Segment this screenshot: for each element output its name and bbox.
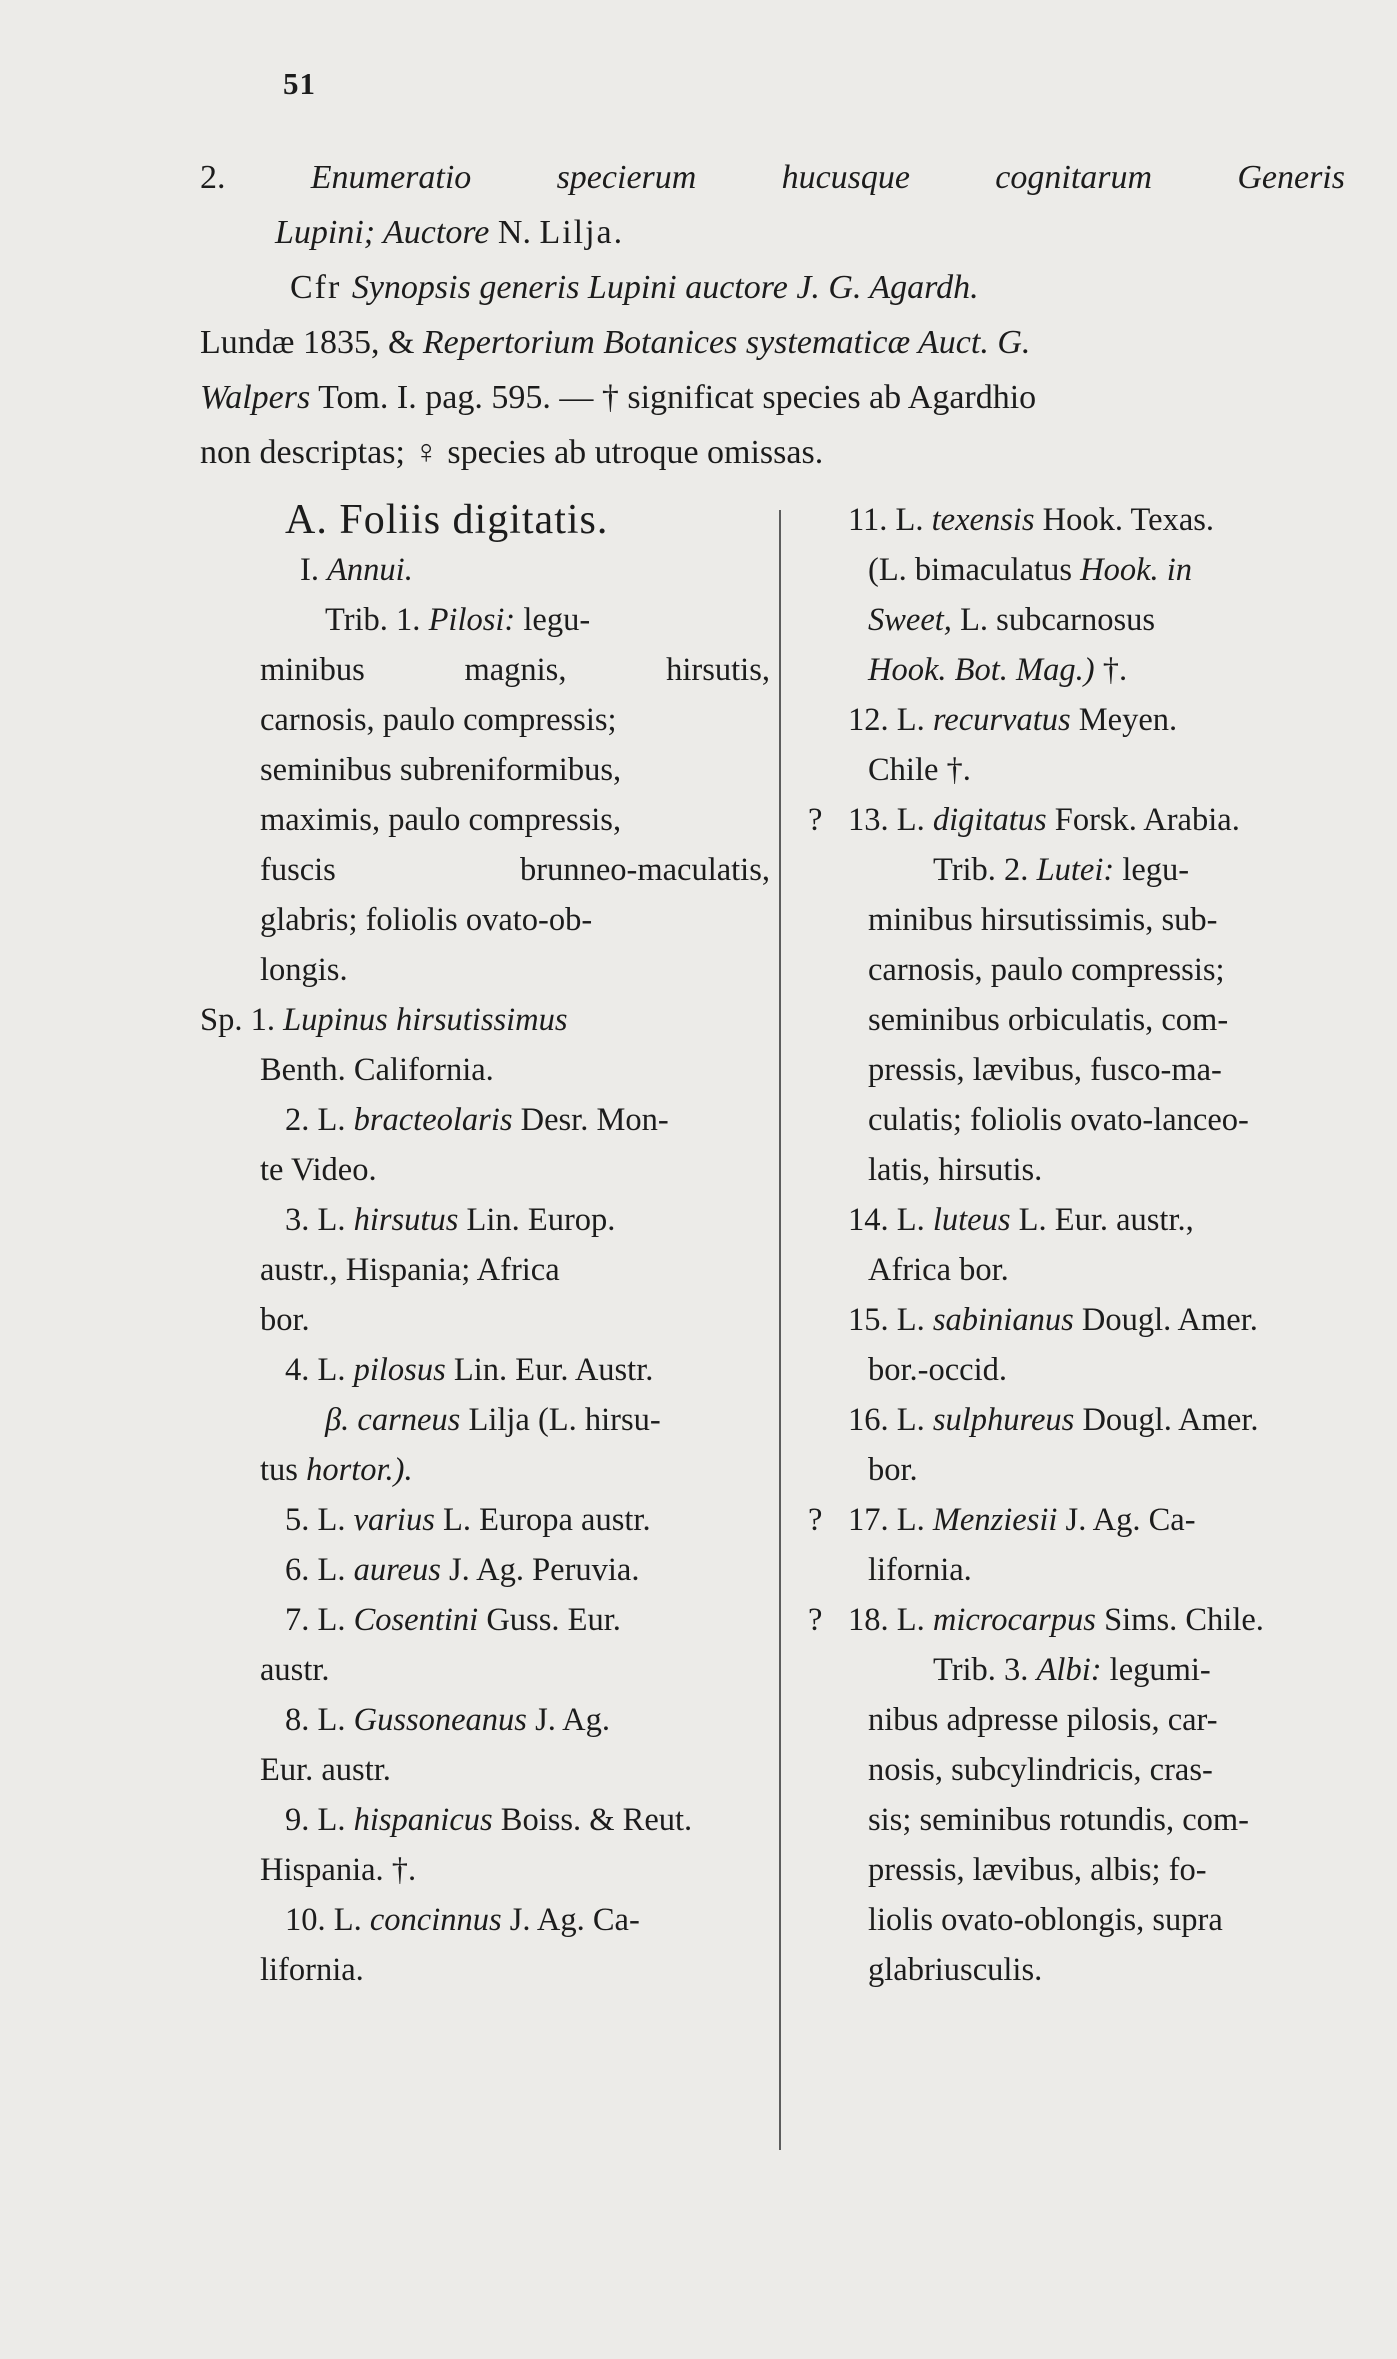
line-text: pressis, lævibus, albis; fo- [868,1852,1207,1888]
query-mark: ? [808,1602,823,1638]
species-name: microcarpus [932,1602,1096,1638]
right-line [808,595,1348,645]
line-text: latis, hirsutis. [868,1152,1043,1188]
entry-prefix: (L. bimaculatus [868,552,1081,588]
species-name: Hook. in [1080,552,1193,588]
line-text: A. Foliis digitatis. [285,497,609,543]
intro-author: Lilja. [539,214,625,252]
intro-repertorium-ref: Repertorium Botanices systematicæ Auct. G. [422,324,1031,362]
right-line [808,1445,1348,1495]
entry-detail: Desr. Mon- [512,1102,669,1138]
entry-prefix: Trib. 1. [325,602,429,638]
entry-detail: Forsk. Arabia. [1046,802,1240,838]
line-text: culatis; foliolis ovato-lanceo- [868,1102,1249,1138]
intro-cfr: Cfr [290,269,352,307]
intro-line-3 [200,260,1345,315]
right-line [808,645,1348,695]
entry-number: I. [300,552,328,588]
right-line [808,495,1348,545]
intro-significat: Tom. I. pag. 595. — † significat species ab Agardhio [310,379,1037,417]
right-line [808,1495,1348,1545]
entry-detail: legu- [515,602,591,638]
entry-detail: †. [1094,652,1128,688]
entry-detail: Dougl. Amer. [1073,1302,1258,1338]
species-name: hispanicus [353,1802,493,1838]
intro-synopsis-ref: Synopsis generis Lupini auctore J. G. Agardh. [351,269,979,307]
entry-prefix: Trib. 2. [933,852,1037,888]
line-text: te Video. [260,1152,377,1188]
line-text: bor.-occid. [868,1352,1007,1388]
entry-detail: Meyen. [1070,702,1178,738]
species-name: Annui. [327,552,413,588]
intro-line-6 [200,425,1345,480]
intro-word: Generis [1237,159,1345,196]
entry-detail: J. Ag. Ca- [1057,1502,1196,1538]
entry-detail: Boiss. & Reut. [492,1802,693,1838]
left-line [200,495,770,545]
intro-word: cognitarum [995,159,1153,196]
intro-walpers: Walpers [200,379,311,417]
line-text: sis; seminibus rotundis, com- [868,1802,1249,1838]
species-name: concinnus [369,1902,502,1938]
intro-item-number: 2. [200,159,226,196]
right-line [808,1945,1348,1995]
line-text: nosis, subcylindricis, cras- [868,1752,1213,1788]
species-name: hirsutus [353,1202,459,1238]
left-line [200,1745,770,1795]
entry-detail: Lin. Eur. Austr. [445,1352,654,1388]
right-line [808,1895,1348,1945]
right-line [808,1295,1348,1345]
right-line [808,1545,1348,1595]
left-line [200,1495,770,1545]
intro-omissas: non descriptas; ♀ species ab utroque omissas. [200,434,824,472]
entry-prefix: 13. L. [848,802,933,838]
right-line [808,1345,1348,1395]
intro-word: specierum [556,159,697,196]
intro-author-initial: N. [489,214,540,252]
line-text: seminibus orbiculatis, com- [868,1002,1229,1038]
entry-prefix: 17. L. [848,1502,933,1538]
right-line [808,1595,1348,1645]
left-line [200,645,770,695]
line-text: austr., Hispania; Africa [260,1252,560,1288]
entry-prefix: 6. L. [285,1552,354,1588]
line-text: bor. [260,1302,310,1338]
query-mark: ? [808,1502,823,1538]
entry-prefix: Trib. 3. [933,1652,1037,1688]
left-column [200,495,770,1995]
species-name: varius [353,1502,435,1538]
left-line [200,1345,770,1395]
entry-prefix: 11. L. [848,502,932,538]
entry-detail: Lilja (L. hirsu- [460,1402,661,1438]
left-line [200,995,770,1045]
intro-paragraph [200,150,1345,480]
left-line [200,1695,770,1745]
line-text: glabriusculis. [868,1952,1043,1988]
entry-detail: J. Ag. Ca- [501,1902,640,1938]
entry-detail: L. Europa austr. [434,1502,651,1538]
entry-prefix: tus [260,1452,307,1488]
intro-word: hucusque [781,159,911,196]
line-word: brunneo-maculatis, [520,852,770,888]
species-name: bracteolaris [353,1102,513,1138]
right-line [808,1195,1348,1245]
intro-line-4 [200,315,1345,370]
right-line [808,695,1348,745]
page-number: 51 [283,66,316,101]
species-name: Lutei: [1036,852,1115,888]
entry-prefix: 5. L. [285,1502,354,1538]
line-text: seminibus subreniformibus, [260,752,622,788]
entry-detail: Guss. Eur. [478,1602,621,1638]
intro-word: Enumeratio [310,159,472,196]
right-line [808,545,1348,595]
left-line [200,845,770,895]
entry-detail: J. Ag. Peruvia. [440,1552,640,1588]
left-line [200,895,770,945]
left-line [200,1845,770,1895]
entry-detail: Hook. Texas. [1034,502,1215,538]
intro-line-2 [200,205,1345,260]
line-text: Chile †. [868,752,971,788]
left-line [200,1045,770,1095]
species-name: aureus [353,1552,441,1588]
species-name: Cosentini [353,1602,479,1638]
species-name: sabinianus [932,1302,1074,1338]
entry-detail: legumi- [1101,1652,1211,1688]
entry-prefix: 10. L. [285,1902,370,1938]
right-line [808,1245,1348,1295]
species-name: Albi: [1036,1652,1102,1688]
line-text: austr. [260,1652,330,1688]
entry-detail: J. Ag. [526,1702,611,1738]
entry-prefix: 18. L. [848,1602,933,1638]
entry-prefix: 7. L. [285,1602,354,1638]
line-text: maximis, paulo compressis, [260,802,622,838]
entry-prefix: 12. L. [848,702,933,738]
left-line [200,1445,770,1495]
left-line [200,1945,770,1995]
entry-prefix: 4. L. [285,1352,354,1388]
line-word: magnis, [464,652,567,688]
right-line [808,1845,1348,1895]
left-line [200,545,770,595]
line-text: longis. [260,952,348,988]
entry-prefix: 15. L. [848,1302,933,1338]
entry-number: Sp. 1. [200,1002,284,1038]
right-line [808,1395,1348,1445]
intro-title-end: Lupini; Auctore [275,214,490,252]
species-name: β. carneus [325,1402,461,1438]
species-name: Menziesii [932,1502,1058,1538]
line-text: nibus adpresse pilosis, car- [868,1702,1218,1738]
entry-detail: Dougl. Amer. [1074,1402,1259,1438]
left-line [200,745,770,795]
left-line [200,1395,770,1445]
species-name: Hook. Bot. Mag.) [868,652,1095,688]
left-line [200,1895,770,1945]
right-column [808,495,1348,1995]
entry-prefix: 3. L. [285,1202,354,1238]
line-text: glabris; foliolis ovato-ob- [260,902,593,938]
line-text: Eur. austr. [260,1752,391,1788]
left-line [200,595,770,645]
species-name: luteus [932,1202,1011,1238]
species-name: Lupinus hirsutissimus [283,1002,568,1038]
right-line [808,845,1348,895]
right-line [808,745,1348,795]
species-name: pilosus [353,1352,446,1388]
entry-prefix: 2. L. [285,1102,354,1138]
left-line [200,695,770,745]
line-text: Benth. California. [260,1052,494,1088]
species-name: texensis [931,502,1035,538]
right-line [808,1045,1348,1095]
entry-prefix: 9. L. [285,1802,354,1838]
entry-detail: L. Eur. austr., [1010,1202,1194,1238]
species-name: recurvatus [932,702,1071,738]
species-name: Gussoneanus [353,1702,527,1738]
line-text: carnosis, paulo compressis; [260,702,617,738]
line-text: lifornia. [260,1952,364,1988]
intro-line-1 [200,150,1345,205]
left-line [200,945,770,995]
line-text: minibus hirsutissimis, sub- [868,902,1218,938]
query-mark: ? [808,802,823,838]
entry-detail: Lin. Europ. [458,1202,616,1238]
line-text: lifornia. [868,1552,972,1588]
line-text: liolis ovato-oblongis, supra [868,1902,1223,1938]
species-name: hortor.). [306,1452,413,1488]
right-line [808,1745,1348,1795]
species-name: sulphureus [932,1402,1075,1438]
right-line [808,995,1348,1045]
left-line [200,795,770,845]
left-line [200,1245,770,1295]
left-line [200,1295,770,1345]
intro-line-5 [200,370,1345,425]
right-line [808,1695,1348,1745]
line-word: fuscis [260,852,336,888]
right-line [808,1145,1348,1195]
line-text: Hispania. †. [260,1852,417,1888]
entry-detail: Sims. Chile. [1095,1602,1264,1638]
column-divider [779,510,781,2150]
entry-prefix: 14. L. [848,1202,933,1238]
left-line [200,1095,770,1145]
left-line [200,1595,770,1645]
left-line [200,1795,770,1845]
intro-lundae: Lundæ 1835, & [200,324,423,362]
line-text: carnosis, paulo compressis; [868,952,1225,988]
right-line [808,795,1348,845]
species-name: Sweet, [868,602,952,638]
species-name: digitatus [932,802,1047,838]
left-line [200,1645,770,1695]
right-line [808,945,1348,995]
entry-prefix: 8. L. [285,1702,354,1738]
species-name: Pilosi: [428,602,516,638]
line-text: Africa bor. [868,1252,1009,1288]
right-line [808,1795,1348,1845]
entry-detail: legu- [1114,852,1190,888]
line-word: hirsutis, [666,652,770,688]
entry-detail: L. subcarnosus [951,602,1156,638]
entry-prefix: 16. L. [848,1402,933,1438]
right-line [808,1095,1348,1145]
left-line [200,1145,770,1195]
right-line [808,1645,1348,1695]
left-line [200,1195,770,1245]
left-line [200,1545,770,1595]
line-text: bor. [868,1452,918,1488]
line-word: minibus [260,652,365,688]
right-line [808,895,1348,945]
line-text: pressis, lævibus, fusco-ma- [868,1052,1222,1088]
